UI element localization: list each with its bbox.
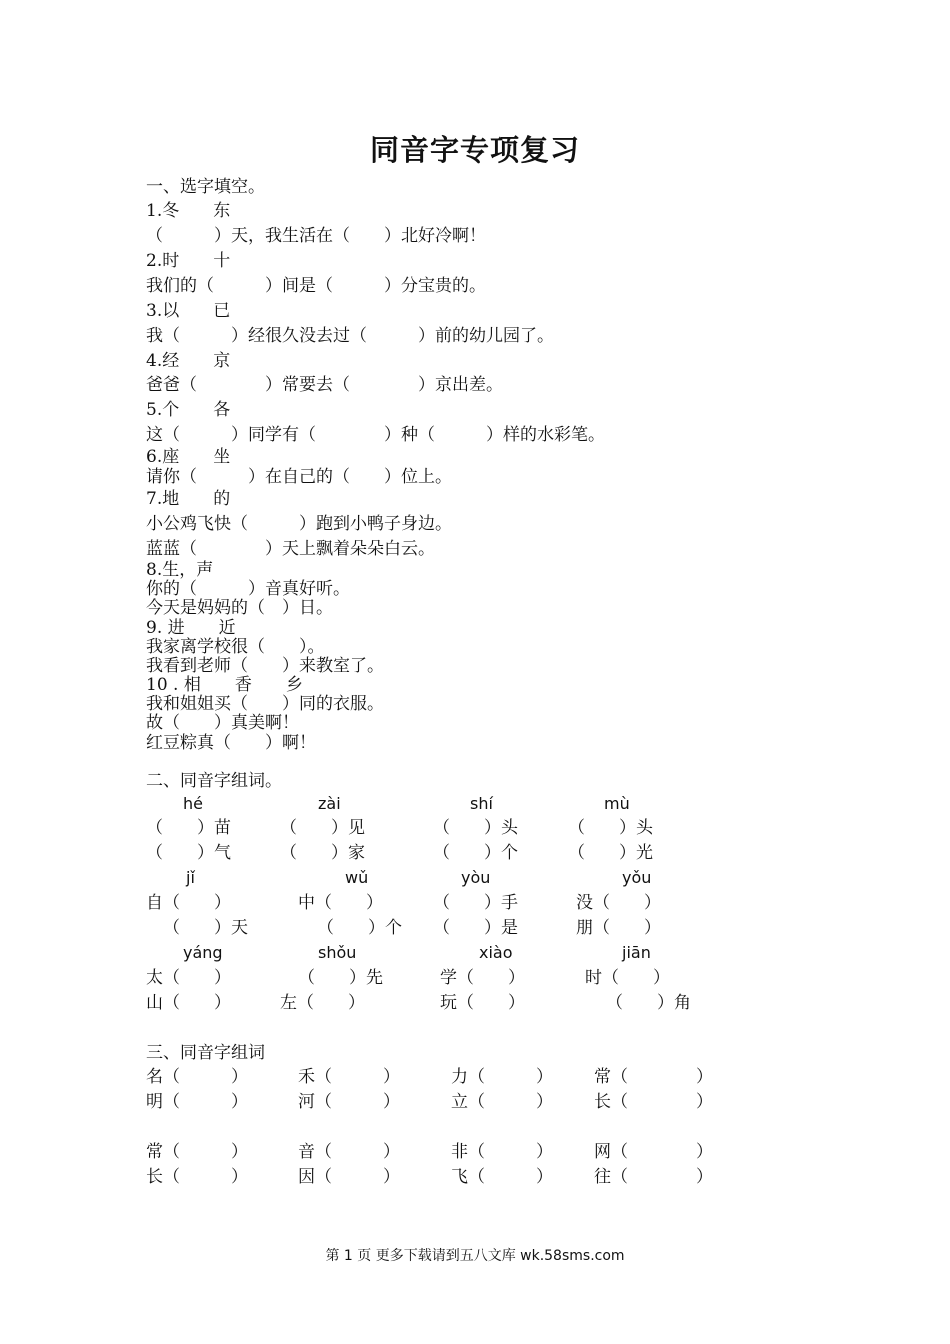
pinyin-label: yòu	[461, 868, 491, 887]
word-cell: 太（ ）	[146, 968, 231, 988]
question-label: 4.经 京	[146, 351, 231, 371]
word-cell: 音（ ）	[298, 1142, 400, 1162]
word-cell: （ ）个	[433, 843, 518, 863]
question-label: 6.座 坐	[146, 447, 231, 467]
word-cell: （ ）是	[433, 918, 518, 938]
word-cell: 往（ ）	[594, 1167, 713, 1187]
word-cell: 常（ ）	[594, 1067, 713, 1087]
word-cell: 网（ ）	[594, 1142, 713, 1162]
word-cell: 玩（ ）	[440, 993, 525, 1013]
word-cell: （ ）头	[568, 818, 653, 838]
section-heading: 一、选字填空。	[146, 177, 265, 197]
question-label: 9. 进 近	[146, 618, 236, 638]
question-sentence: 蓝蓝（ ）天上飘着朵朵白云。	[146, 539, 435, 559]
word-cell: 学（ ）	[440, 968, 525, 988]
word-cell: 力（ ）	[451, 1067, 553, 1087]
pinyin-label: shǒu	[318, 943, 357, 962]
section-heading: 二、同音字组词。	[146, 771, 282, 791]
page-footer: 第 1 页 更多下载请到五八文库 wk.58sms.com	[325, 1248, 625, 1264]
question-label: 5.个 各	[146, 400, 231, 420]
pinyin-label: yáng	[183, 943, 223, 962]
word-cell: 左（ ）	[280, 993, 365, 1013]
word-cell: 长（ ）	[146, 1167, 248, 1187]
pinyin-label: hé	[183, 794, 203, 813]
question-sentence: 我和姐姐买（ ）同的衣服。	[146, 694, 384, 714]
question-sentence: 今天是妈妈的（ ）日。	[146, 598, 333, 618]
page-title: 同音字专项复习	[369, 133, 580, 167]
question-sentence: 红豆粽真（ ）啊！	[146, 733, 316, 753]
question-label: 8.生，声	[146, 560, 214, 580]
pinyin-label: shí	[470, 794, 493, 813]
word-cell: 因（ ）	[298, 1167, 400, 1187]
word-cell: 常（ ）	[146, 1142, 248, 1162]
word-cell: 明（ ）	[146, 1092, 248, 1112]
word-cell: 中（ ）	[298, 893, 383, 913]
word-cell: 河（ ）	[298, 1092, 400, 1112]
question-sentence: 我（ ）经很久没去过（ ）前的幼儿园了。	[146, 326, 554, 346]
pinyin-label: jǐ	[186, 868, 195, 887]
question-sentence: 你的（ ）音真好听。	[146, 579, 350, 599]
question-sentence: 这（ ）同学有（ ）种（ ）样的水彩笔。	[146, 425, 605, 445]
question-label: 10 . 相 香 乡	[146, 675, 303, 695]
word-cell: （ ）手	[433, 893, 518, 913]
question-sentence: 请你（ ）在自己的（ ）位上。	[146, 467, 452, 487]
question-sentence: 小公鸡飞快（ ）跑到小鸭子身边。	[146, 514, 452, 534]
word-cell: （ ）个	[317, 918, 402, 938]
question-label: 2.时 十	[146, 251, 231, 271]
word-cell: 名（ ）	[146, 1067, 248, 1087]
question-sentence: （ ）天，我生活在（ ）北好冷啊！	[146, 226, 486, 246]
word-cell: 山（ ）	[146, 993, 231, 1013]
pinyin-label: mù	[604, 794, 630, 813]
word-cell: （ ）角	[606, 993, 691, 1013]
word-cell: 禾（ ）	[298, 1067, 400, 1087]
question-label: 3.以 已	[146, 301, 231, 321]
word-cell: （ ）气	[146, 843, 231, 863]
question-label: 1.冬 东	[146, 201, 231, 221]
word-cell: 立（ ）	[451, 1092, 553, 1112]
word-cell: 非（ ）	[451, 1142, 553, 1162]
word-cell: 飞（ ）	[451, 1167, 553, 1187]
question-sentence: 爸爸（ ）常要去（ ）京出差。	[146, 375, 503, 395]
question-label: 7.地 的	[146, 489, 231, 509]
word-cell: 朋（ ）	[576, 918, 661, 938]
word-cell: 自（ ）	[146, 893, 231, 913]
word-cell: （ ）苗	[146, 818, 231, 838]
pinyin-label: wǔ	[345, 868, 369, 887]
word-cell: 没（ ）	[576, 893, 661, 913]
word-cell: （ ）头	[433, 818, 518, 838]
pinyin-label: zài	[318, 794, 341, 813]
word-cell: （ ）见	[280, 818, 365, 838]
word-cell: 长（ ）	[594, 1092, 713, 1112]
question-sentence: 我们的（ ）间是（ ）分宝贵的。	[146, 276, 486, 296]
word-cell: 时（ ）	[585, 968, 670, 988]
pinyin-label: yǒu	[622, 868, 652, 887]
question-sentence: 我看到老师（ ）来教室了。	[146, 656, 384, 676]
word-cell: （ ）先	[298, 968, 383, 988]
word-cell: （ ）光	[568, 843, 653, 863]
pinyin-label: jiān	[622, 943, 651, 962]
pinyin-label: xiào	[479, 943, 513, 962]
word-cell: （ ）天	[163, 918, 248, 938]
question-sentence: 我家离学校很（ ）。	[146, 637, 325, 657]
section-heading: 三、同音字组词	[146, 1043, 265, 1063]
question-sentence: 故（ ）真美啊！	[146, 713, 299, 733]
word-cell: （ ）家	[280, 843, 365, 863]
